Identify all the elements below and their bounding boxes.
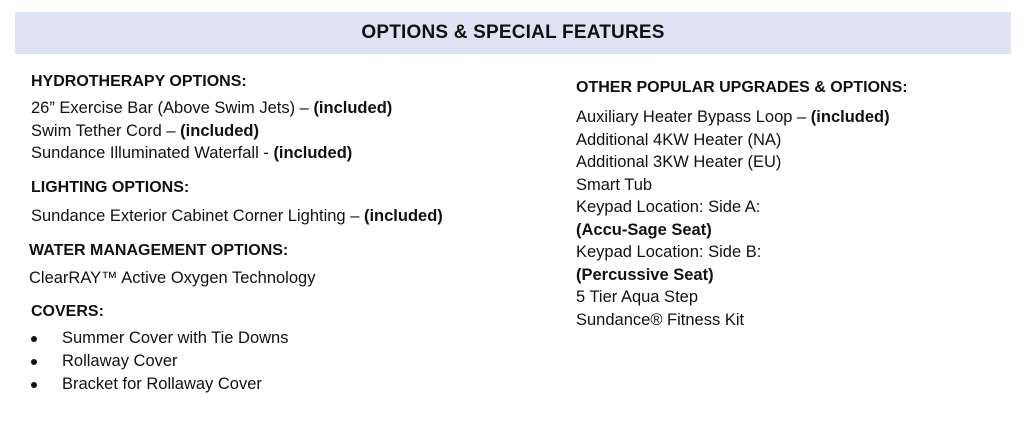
- upgrade-item: (Percussive Seat): [576, 265, 714, 284]
- upgrade-item: 5 Tier Aqua Step: [576, 288, 699, 306]
- hydrotherapy-heading: HYDROTHERAPY OPTIONS:: [31, 73, 247, 90]
- upgrade-item: (Accu-Sage Seat): [576, 220, 712, 239]
- bullet-icon: [31, 382, 37, 388]
- covers-heading: COVERS:: [31, 302, 104, 320]
- water-item-clearray: ClearRAY™ Active Oxygen Technology: [29, 269, 316, 287]
- lighting-heading: LIGHTING OPTIONS:: [31, 178, 190, 196]
- list-item: Summer Cover with Tie Downs: [0, 327, 531, 350]
- water-management-heading: WATER MANAGEMENT OPTIONS:: [29, 242, 289, 259]
- upgrade-item: Sundance® Fitness Kit: [576, 310, 745, 329]
- list-item: Rollaway Cover: [0, 350, 531, 373]
- upgrade-item: Keypad Location: Side A:: [576, 198, 761, 216]
- bullet-icon: [31, 336, 37, 342]
- list-item: Bracket for Rollaway Cover: [0, 373, 531, 396]
- page-title: OPTIONS & SPECIAL FEATURES: [361, 22, 665, 43]
- section-banner: [15, 12, 1011, 54]
- hydro-item-waterfall: Sundance Illuminated Waterfall - (included): [31, 144, 353, 162]
- upgrades-heading: OTHER POPULAR UPGRADES & OPTIONS:: [576, 79, 908, 96]
- upgrade-item: Auxiliary Heater Bypass Loop – (included): [576, 108, 890, 126]
- lighting-item-corner-lighting: Sundance Exterior Cabinet Corner Lighting – (included): [31, 206, 443, 225]
- hydro-item-exercise-bar: 26” Exercise Bar (Above Swim Jets) – (included): [31, 99, 393, 117]
- upgrade-item: Keypad Location: Side B:: [576, 243, 762, 261]
- hydro-item-swim-tether: Swim Tether Cord – (included): [31, 121, 259, 140]
- upgrade-item: Smart Tub: [576, 175, 653, 194]
- right-column: [576, 78, 1016, 331]
- covers-list: [0, 327, 531, 396]
- upgrade-item: Additional 3KW Heater (EU): [576, 153, 782, 171]
- bullet-icon: [31, 359, 37, 365]
- upgrade-item: Additional 4KW Heater (NA): [576, 130, 782, 149]
- left-column: [31, 70, 531, 396]
